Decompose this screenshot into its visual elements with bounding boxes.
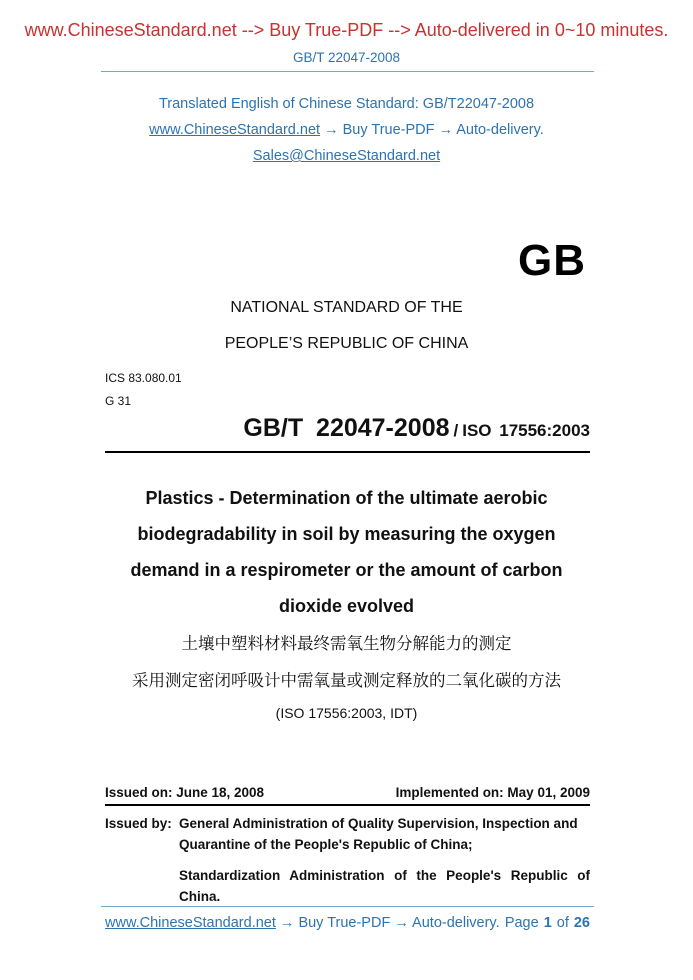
buy-line <box>0 122 693 138</box>
promo-banner: www.ChineseStandard.net --> Buy True-PDF --> Auto-delivered in 0~10 minutes. <box>24 20 669 40</box>
title-line: dioxide evolved <box>278 596 415 616</box>
iso-idt-note: (ISO 17556:2003, IDT) <box>275 705 418 721</box>
header-divider <box>101 71 594 72</box>
gb-logo: GB <box>518 236 586 285</box>
national-standard-line1: NATIONAL STANDARD OF THE <box>230 299 463 316</box>
issued-by-block <box>105 813 590 907</box>
issued-on-date: Issued on: June 18, 2008 <box>105 785 265 800</box>
email-line <box>0 148 693 164</box>
footer-buy-line <box>105 915 500 931</box>
footer <box>105 915 590 931</box>
issued-by-label: Issued by: <box>105 816 172 831</box>
ics-code: ICS 83.080.01 <box>105 371 182 385</box>
issue-divider <box>105 804 590 806</box>
site-link[interactable]: www.ChineseStandard.net <box>149 122 321 138</box>
standard-code-main: GB/T 22047-2008 <box>243 414 450 442</box>
implemented-on-date: Implemented on: May 01, 2009 <box>395 785 590 800</box>
issue-dates-row <box>105 785 590 800</box>
footer-buy-rest: → Buy True-PDF → Auto-delivery. <box>275 915 500 931</box>
page-indicator <box>505 915 590 931</box>
buy-line-rest: → Buy True-PDF → Auto-delivery. <box>320 122 544 138</box>
title-english <box>0 480 693 624</box>
national-standard-line2: PEOPLE’S REPUBLIC OF CHINA <box>224 335 469 352</box>
footer-site-link[interactable]: www.ChineseStandard.net <box>105 915 276 931</box>
standard-code-line <box>105 414 590 443</box>
email-link[interactable]: Sales@ChineseStandard.net <box>252 148 441 164</box>
translated-note: Translated English of Chinese Standard: GB/T22047-2008 <box>158 96 535 112</box>
issuer-1: General Administration of Quality Supervision, Inspection and Quarantine of the People's Republic of China; <box>179 816 578 852</box>
title-chinese-line1: 土壤中塑料材料最终需氧生物分解能力的测定 <box>181 635 512 653</box>
page-current: 1 <box>543 915 552 931</box>
page-label: Page <box>504 915 539 931</box>
standard-code-separator: / <box>453 421 459 440</box>
title-chinese-line2: 采用测定密闭呼吸计中需氧量或测定释放的二氧化碳的方法 <box>132 672 561 690</box>
of-label: of <box>556 915 569 931</box>
standard-code-iso: ISO 17556:2003 <box>462 421 590 440</box>
header-doc-code: GB/T 22047-2008 <box>292 50 401 65</box>
title-line: biodegradability in soil by measuring the oxygen <box>137 524 556 544</box>
title-line: demand in a respirometer or the amount of carbon <box>130 560 563 580</box>
footer-divider <box>101 906 594 907</box>
group-code: G 31 <box>105 394 132 408</box>
page-total: 26 <box>573 915 590 931</box>
issuer-2: Standardization Administration of the People's Republic of China. <box>179 868 590 904</box>
title-line: Plastics - Determination of the ultimate aerobic <box>145 488 548 508</box>
title-divider <box>105 451 590 453</box>
